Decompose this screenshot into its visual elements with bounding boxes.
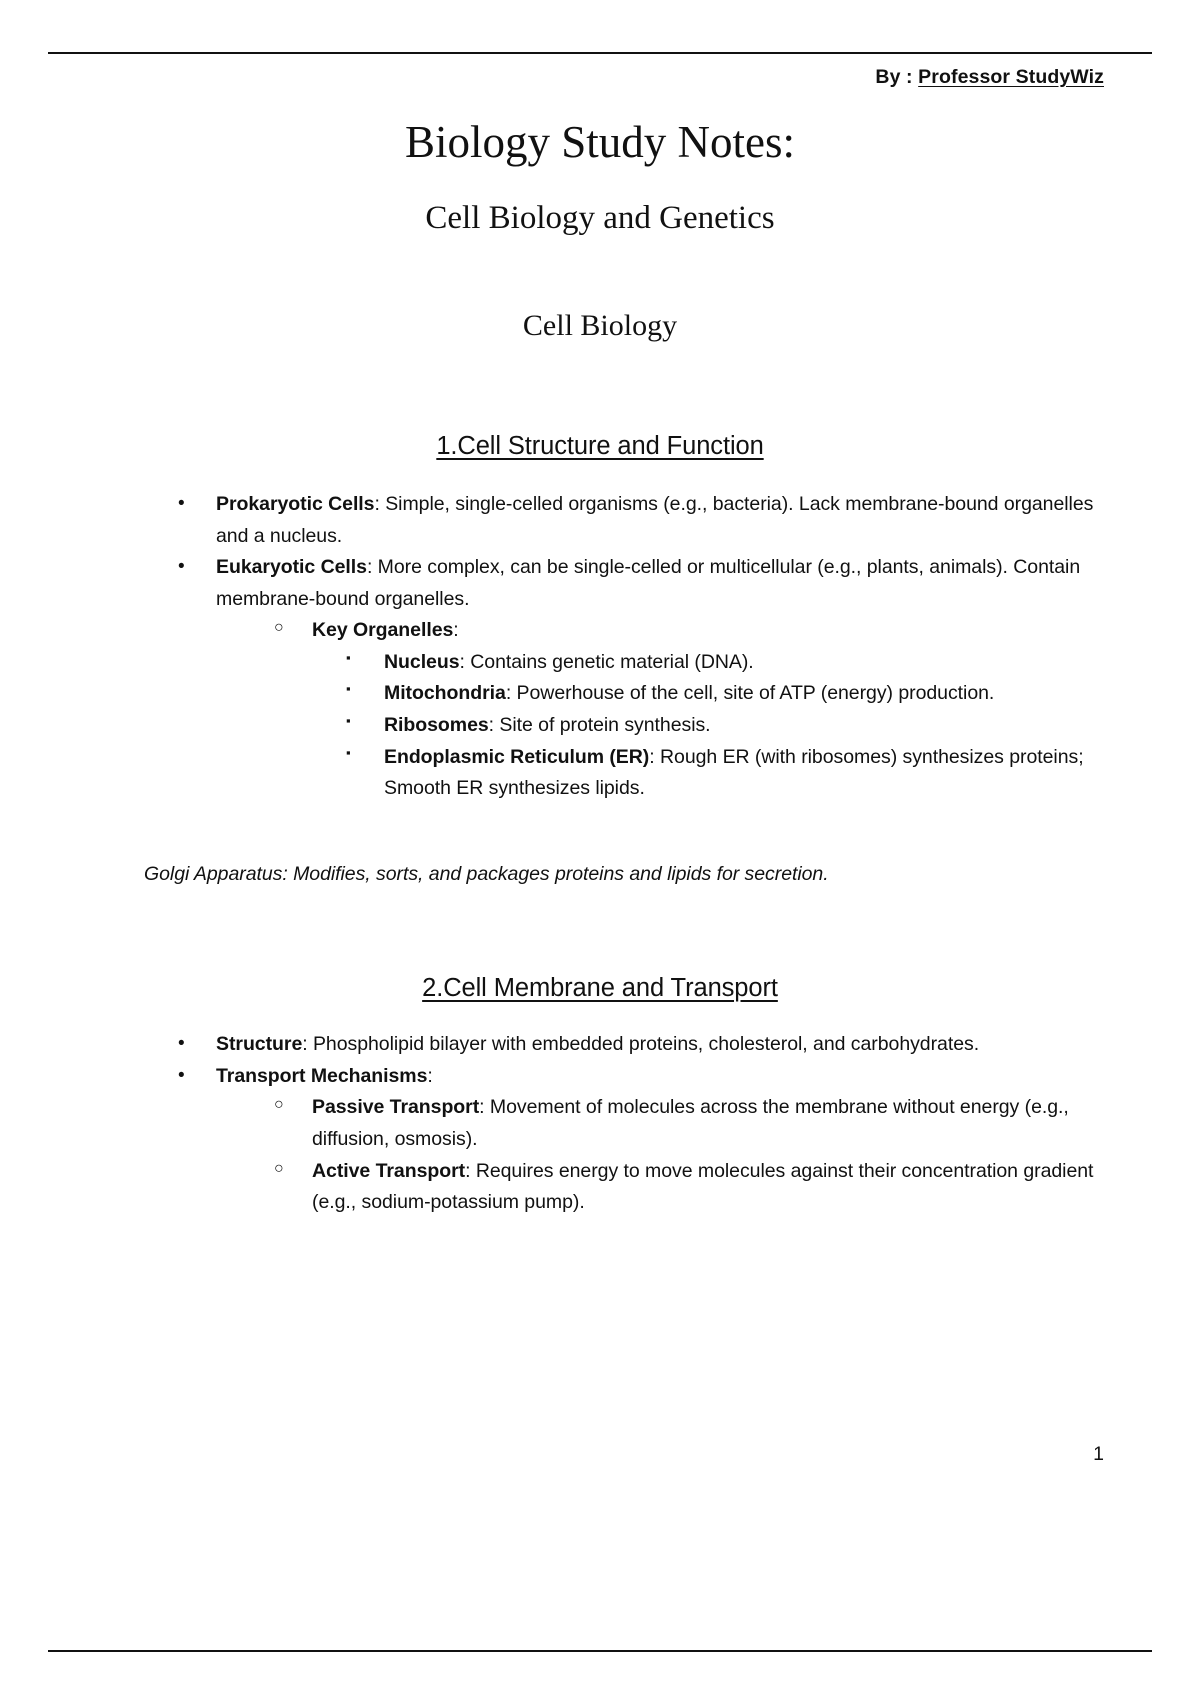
list-item-term: Nucleus: [384, 650, 460, 673]
list-item: [168, 489, 1104, 552]
document-title: Biology Study Notes:: [404, 117, 796, 167]
list-item: [336, 742, 1104, 805]
list-item-description: : Simple, single-celled organisms (e.g., bacteria). Lack membrane-bound organelles and a nucleus.: [216, 492, 1094, 547]
list-item: [336, 710, 1104, 742]
list-item: [264, 615, 1104, 647]
section-1-note: Golgi Apparatus: Modifies, sorts, and packages proteins and lipids for secretion.: [144, 862, 829, 885]
list-item-term: Ribosomes: [384, 713, 489, 736]
list-item: [168, 1061, 1104, 1093]
list-item-description: : Movement of molecules across the membrane without energy (e.g., diffusion, osmosis).: [312, 1096, 1069, 1151]
list-item: [264, 1092, 1104, 1155]
byline-author: Professor StudyWiz: [918, 66, 1104, 88]
list-item: [264, 1156, 1104, 1219]
list-item: [336, 647, 1104, 679]
list-item-description: :: [453, 619, 459, 642]
disc-bullet-icon: •: [178, 492, 185, 514]
list-item: [168, 1029, 1104, 1061]
unit-title: Cell Biology: [522, 309, 678, 343]
list-item-term: Transport Mechanisms: [216, 1064, 428, 1087]
section-1-list: [96, 461, 1104, 805]
list-item-description: : Phospholipid bilayer with embedded proteins, cholesterol, and carbohydrates.: [302, 1033, 980, 1056]
list-item-term: Prokaryotic Cells: [216, 492, 375, 515]
disc-bullet-icon: •: [178, 1033, 185, 1055]
list-item-description: : Site of protein synthesis.: [488, 713, 711, 736]
list-item-term: Structure: [216, 1033, 303, 1056]
header-rule: [48, 52, 1152, 54]
list-item-term: Endoplasmic Reticulum (ER): [384, 745, 650, 768]
disc-bullet-icon: •: [178, 556, 185, 578]
page-number: 1: [1093, 1443, 1104, 1465]
byline: [875, 66, 1104, 89]
square-bullet-icon: ▪: [346, 744, 351, 760]
document-subtitle: Cell Biology and Genetics: [425, 199, 775, 236]
list-item-term: Active Transport: [312, 1159, 466, 1182]
list-item-description: :: [427, 1064, 433, 1087]
circle-bullet-icon: ○: [274, 1096, 284, 1114]
footer-rule: [48, 1650, 1152, 1652]
list-item-term: Passive Transport: [312, 1096, 480, 1119]
byline-prefix: By :: [875, 66, 919, 88]
list-item-description: : Requires energy to move molecules against their concentration gradient (e.g., sodium-potassium pump).: [312, 1159, 1094, 1214]
list-item-description: : More complex, can be single-celled or multicellular (e.g., plants, animals). Contain membrane-bound organelles.: [216, 556, 1081, 610]
section-heading-1: [96, 344, 1104, 461]
disc-bullet-icon: •: [178, 1064, 185, 1086]
section-2-list: [96, 1003, 1104, 1218]
circle-bullet-icon: ○: [274, 619, 284, 637]
list-item-description: : Powerhouse of the cell, site of ATP (energy) production.: [505, 682, 995, 705]
section-heading-1-text: 1.Cell Structure and Function: [436, 431, 764, 460]
list-item: [168, 552, 1104, 615]
circle-bullet-icon: ○: [274, 1159, 284, 1177]
list-item-description: : Rough ER (with ribosomes) synthesizes proteins; Smooth ER synthesizes lipids.: [384, 745, 1084, 800]
square-bullet-icon: ▪: [346, 649, 351, 665]
section-heading-2: [96, 890, 1104, 1003]
square-bullet-icon: ▪: [346, 712, 351, 728]
section-heading-2-text: 2.Cell Membrane and Transport: [422, 974, 778, 1003]
list-item-term: Eukaryotic Cells: [216, 556, 367, 579]
square-bullet-icon: ▪: [346, 681, 351, 697]
list-item-description: : Contains genetic material (DNA).: [459, 650, 754, 673]
list-item-term: Key Organelles: [312, 619, 454, 642]
list-item-term: Mitochondria: [384, 682, 506, 705]
list-item: [336, 678, 1104, 710]
